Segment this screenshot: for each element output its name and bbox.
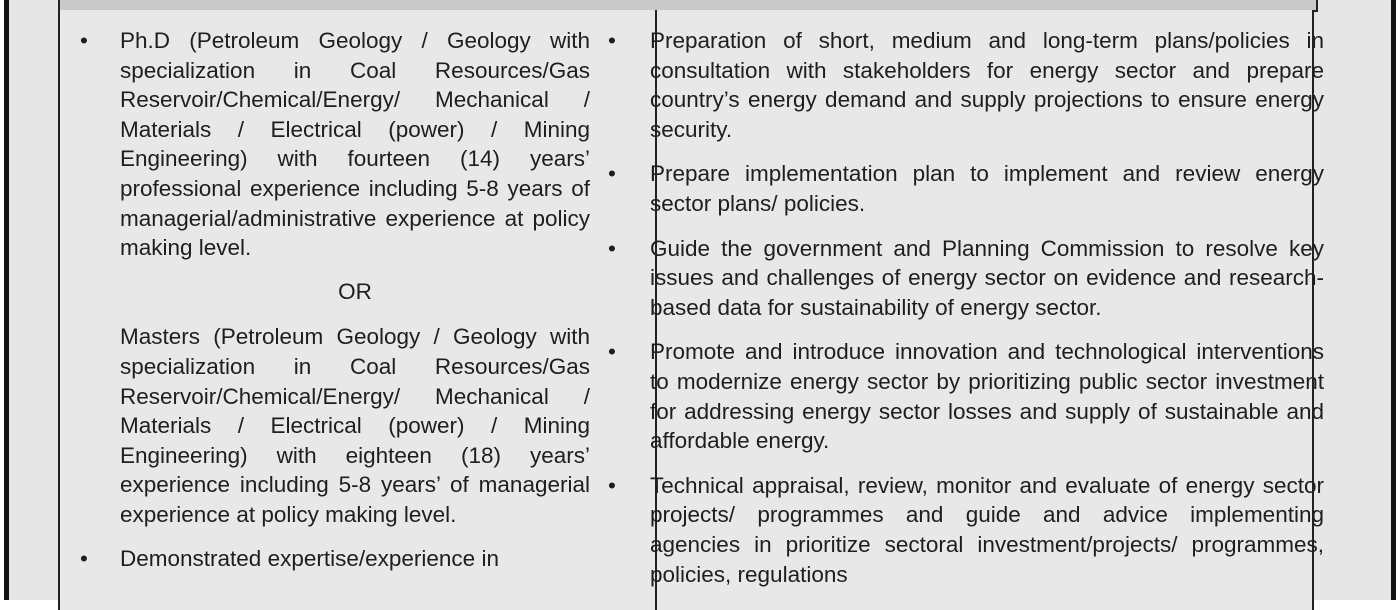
- qualification-masters-text: Masters (Petroleum Geology / Geology with specialization in Coal Resources/Gas Reservoir/Chemical/Energy/ Mechanical / Materials / Electrical (power) / Mining Engineering) with eighteen (18) years’ experience including 5-8 years’ of managerial experience at policy making level.: [120, 324, 590, 527]
- responsibility-text: Promote and introduce innovation and technological interventions to modernize energy sector by prioritizing public sector investment for addressing energy sector losses and supply of sustainable and affordable energy.: [650, 339, 1324, 454]
- bullet: •: [608, 235, 616, 261]
- bullet: •: [608, 472, 616, 498]
- bullet: •: [80, 28, 88, 53]
- responsibility-item: [604, 471, 1324, 589]
- qualification-item: [70, 544, 590, 574]
- responsibilities-column: [604, 26, 1324, 589]
- responsibility-item: [604, 26, 1324, 144]
- responsibility-item: [604, 159, 1324, 218]
- responsibility-item: [604, 234, 1324, 323]
- bullet: •: [608, 339, 616, 365]
- or-separator: OR: [338, 278, 372, 304]
- bullet: •: [608, 161, 616, 187]
- responsibility-text: Guide the government and Planning Commission to resolve key issues and challenges of energy sector on evidence and research-based data for sustainability of energy sector.: [650, 235, 1324, 320]
- responsibility-text: Prepare implementation plan to implement and review energy sector plans/ policies.: [650, 161, 1324, 216]
- responsibility-item: [604, 337, 1324, 455]
- bullet: •: [608, 28, 616, 53]
- responsibility-text: Preparation of short, medium and long-term plans/policies in consultation with stakeholders for energy sector and prepare country’s energy demand and supply projections to ensure energy security.: [650, 28, 1324, 142]
- qualification-column: [70, 26, 590, 573]
- qualification-phd-text: Ph.D (Petroleum Geology / Geology with specialization in Coal Resources/Gas Reservoir/Chemical/Energy/ Mechanical / Materials / Electrical (power) / Mining Engineering) with fourteen (14) years’ professional experience including 5-8 years of managerial/administrative experience at policy making level.: [120, 28, 590, 261]
- bullet: •: [80, 545, 88, 571]
- expertise-text: Demonstrated expertise/experience in: [120, 545, 499, 571]
- qualification-item: [70, 26, 590, 263]
- responsibility-text: Technical appraisal, review, monitor and evaluate of energy sector projects/ programmes and guide and advice implementing agencies in prioritize sectoral investment/projects/ programmes, policies, regulations: [650, 472, 1324, 587]
